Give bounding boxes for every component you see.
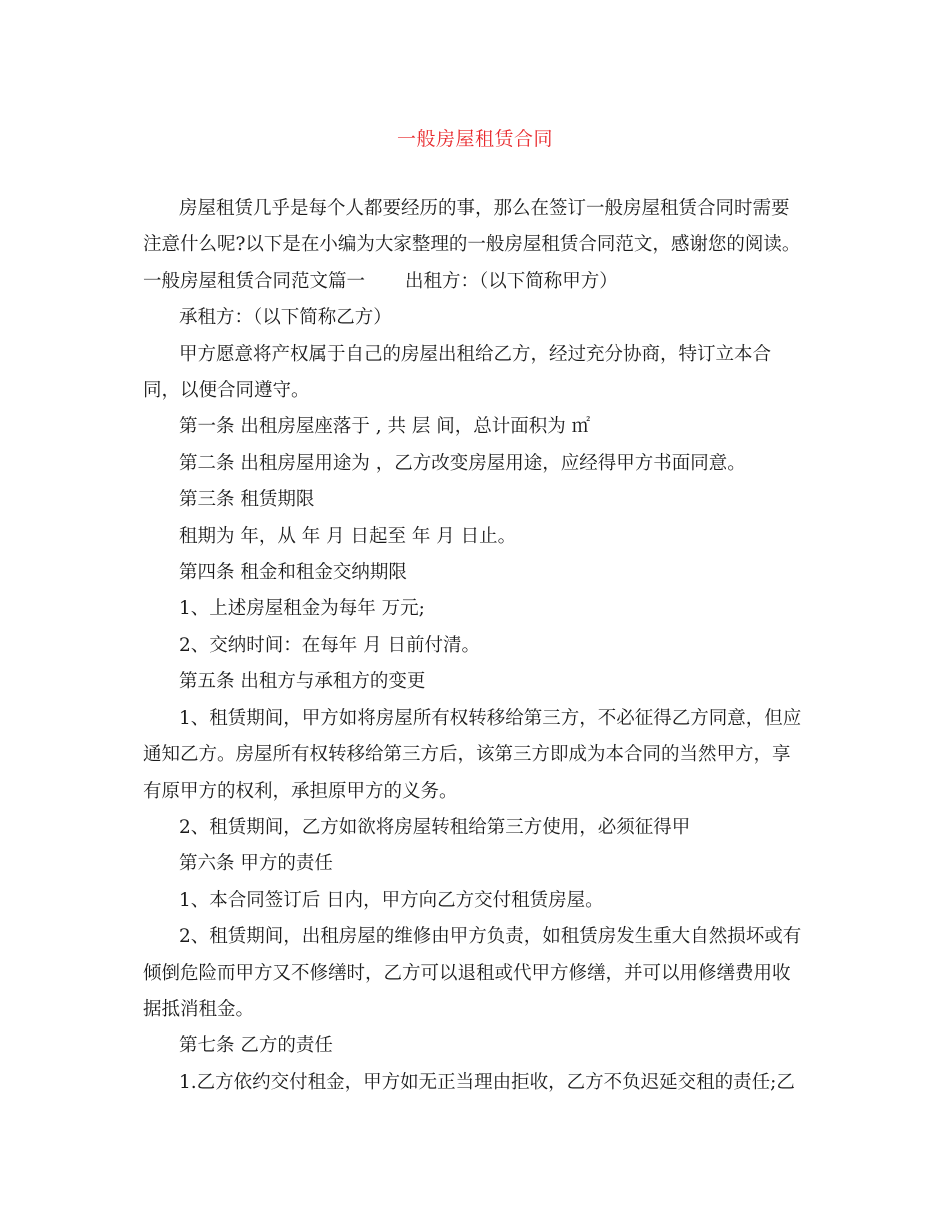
clause-heading: 第七条 乙方的责任 <box>179 1035 333 1057</box>
clause-line: 2、租赁期间，出租房屋的维修由甲方负责，如租赁房发生重大自然损坏或有 <box>179 926 802 948</box>
paragraph-line: 注意什么呢?以下是在小编为大家整理的一般房屋租赁合同范文，感谢您的阅读。 <box>143 234 801 256</box>
clause-line: 2、租赁期间，乙方如欲将房屋转租给第三方使用，必须征得甲 <box>179 816 691 838</box>
document-body <box>143 191 811 1101</box>
clause-heading: 第五条 出租方与承租方的变更 <box>179 671 426 693</box>
clause-line: 1、上述房屋租金为每年 万元; <box>179 598 425 620</box>
clause-line: 第二条 出租房屋用途为 ，乙方改变房屋用途，应经得甲方书面同意。 <box>179 452 746 474</box>
lessee-label: 承租方：（以下简称乙方） <box>179 307 392 329</box>
clause-line: 第一条 出租房屋座落于 , 共 层 间，总计面积为 ㎡ <box>179 416 591 438</box>
paragraph-line: 房屋租赁几乎是每个人都要经历的事，那么在签订一般房屋租赁合同时需要 <box>179 198 790 219</box>
clause-line: 1、租赁期间，甲方如将房屋所有权转移给第三方，不必征得乙方同意，但应 <box>179 707 802 729</box>
clause-line: 2、交纳时间：在每年 月 日前付清。 <box>179 634 481 656</box>
clause-line: 有原甲方的权利，承担原甲方的义务。 <box>143 780 458 802</box>
paragraph-line: 同，以便合同遵守。 <box>143 380 310 402</box>
clause-line: 倾倒危险而甲方又不修缮时，乙方可以退租或代甲方修缮，并可以用修缮费用收 <box>143 962 791 984</box>
clause-line: 租期为 年，从 年 月 日起至 年 月 日止。 <box>179 525 517 547</box>
lessor-label: 出租方：（以下简称甲方） <box>405 270 618 292</box>
section-heading: 一般房屋租赁合同范文篇一 <box>143 270 366 292</box>
paragraph-line <box>143 264 811 300</box>
document-title: 一般房屋租赁合同 <box>396 128 553 150</box>
clause-line: 1.乙方依约交付租金，甲方如无正当理由拒收，乙方不负迟延交租的责任;乙 <box>179 1071 795 1093</box>
clause-heading: 第三条 租赁期限 <box>179 489 315 511</box>
clause-line: 据抵消租金。 <box>143 998 255 1020</box>
clause-heading: 第四条 租金和租金交纳期限 <box>179 562 407 584</box>
clause-heading: 第六条 甲方的责任 <box>179 853 333 875</box>
clause-line: 1、本合同签订后 日内，甲方向乙方交付租赁房屋。 <box>179 889 604 911</box>
clause-line: 通知乙方。房屋所有权转移给第三方后，该第三方即成为本合同的当然甲方，享 <box>143 744 791 766</box>
paragraph-line: 甲方愿意将产权属于自己的房屋出租给乙方，经过充分协商，特订立本合 <box>179 343 772 365</box>
